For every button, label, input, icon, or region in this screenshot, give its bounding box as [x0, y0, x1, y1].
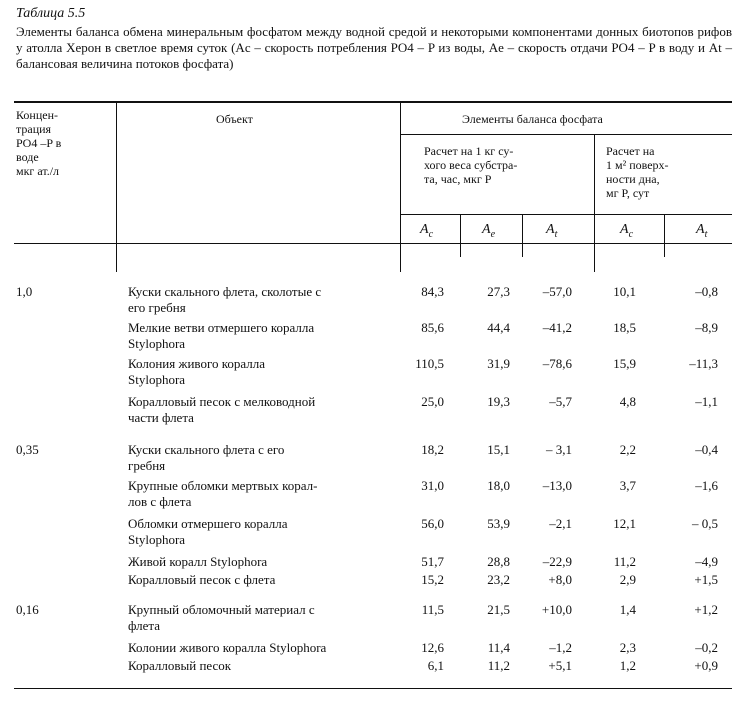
- concentration-header: Концен- трация PO4 –P в воде мкг ат./л: [16, 108, 62, 178]
- top-rule: [14, 101, 732, 103]
- table-caption: Элементы баланса обмена минеральным фосфатом между водной средой и некоторыми компонентами донных биотопов рифов у атолла Херон в светлое время суток (Ac – скорость потребления PO4 – P из воды, Ae – скорость отдачи PO4 – P в воду и At – балансовая величина потоков фосфата): [16, 24, 732, 71]
- subcol-top-rule: [400, 214, 732, 215]
- balance-header-rule: [400, 134, 732, 135]
- subcol-divider-1: [460, 215, 461, 257]
- subcol-divider-2: [522, 215, 523, 257]
- object-header: Объект: [216, 112, 253, 126]
- header-bottom-rule: [14, 243, 732, 244]
- balance-header: Элементы баланса фосфата: [462, 112, 603, 126]
- per-kg-header: Расчет на 1 кг су- хого веса субстра- та, час, мкг P: [424, 144, 518, 186]
- per-m2-header: Расчет на 1 м² поверх- ности дна, мг P, сут: [606, 144, 669, 200]
- table-number: Таблица 5.5: [16, 6, 86, 21]
- subcol-ae-kg: $A_e$: [482, 222, 496, 240]
- per-m2-divider: [594, 135, 595, 272]
- subcol-at-kg: $A_t$: [546, 222, 558, 240]
- object-col-divider: [116, 102, 117, 272]
- subcol-divider-4: [664, 215, 665, 257]
- subcol-ac-kg: $A_c$: [420, 222, 434, 240]
- balance-col-divider: [400, 102, 401, 272]
- table-page: Таблица 5.5 Элементы баланса обмена минеральным фосфатом между водной средой и некоторыми компонентами донных биотопов рифов у атолла Херон в светлое время суток (Ac – скорость потребления PO4 – P из воды, Ae – скорость отдачи PO4 – P в воду и At – балансовая величина потоков фосфата) Концен- трация PO4 –P в воде мкг ат./л Объект Элементы баланса фосфата Расчет на 1 кг су- хого веса субстра- та, час, мкг P Расчет на 1 м² поверх- ности дна, мг P, сут $A_c$ $A_e$ $A_t$ $A_c$ $A_t$ 1,0 Куски скального флета, сколотые с его гребня 84,3 27,3 –57,0 10,1 –0,8 Мелкие ветви отмершего коралла Stylophora 85,6 44,4 –41,2 18,5 –8,9 Колония живого коралла Stylophora 110,5 31,9 –78,6 15,9 –11,3 Коралловый песок с мелководной части флета 25,0 19,3 –5,7 4,8 –1,1 0,35 Куски скального флета с его гребня 18,2 15,1 – 3,1 2,2 –0,4 Крупные обломки мертвых корал- лов с флета 31,0 18,0 –13,0 3,7 –1,6 Обломки отмершего коралла Stylophora 56,0 53,9 –2,1 12,1 – 0,5 Живой коралл Stylophora 51,7 28,8 –22,9 11,2 –4,9 Коралловый песок с флета 15,2 23,2 +8,0 2,9 +1,5 0,16 Крупный обломочный материал с флета 11,5 21,5 +10,0 1,4 +1,2 Колонии живого коралла Stylophora 12,6 11,4 –1,2 2,3 –0,2 Коралловый песок 6,1 11,2 +5,1 1,2 +0,9: [0, 0, 740, 701]
- bottom-rule: [14, 688, 732, 689]
- subcol-at-m2: $A_t$: [696, 222, 708, 240]
- subcol-ac-m2: $A_c$: [620, 222, 634, 240]
